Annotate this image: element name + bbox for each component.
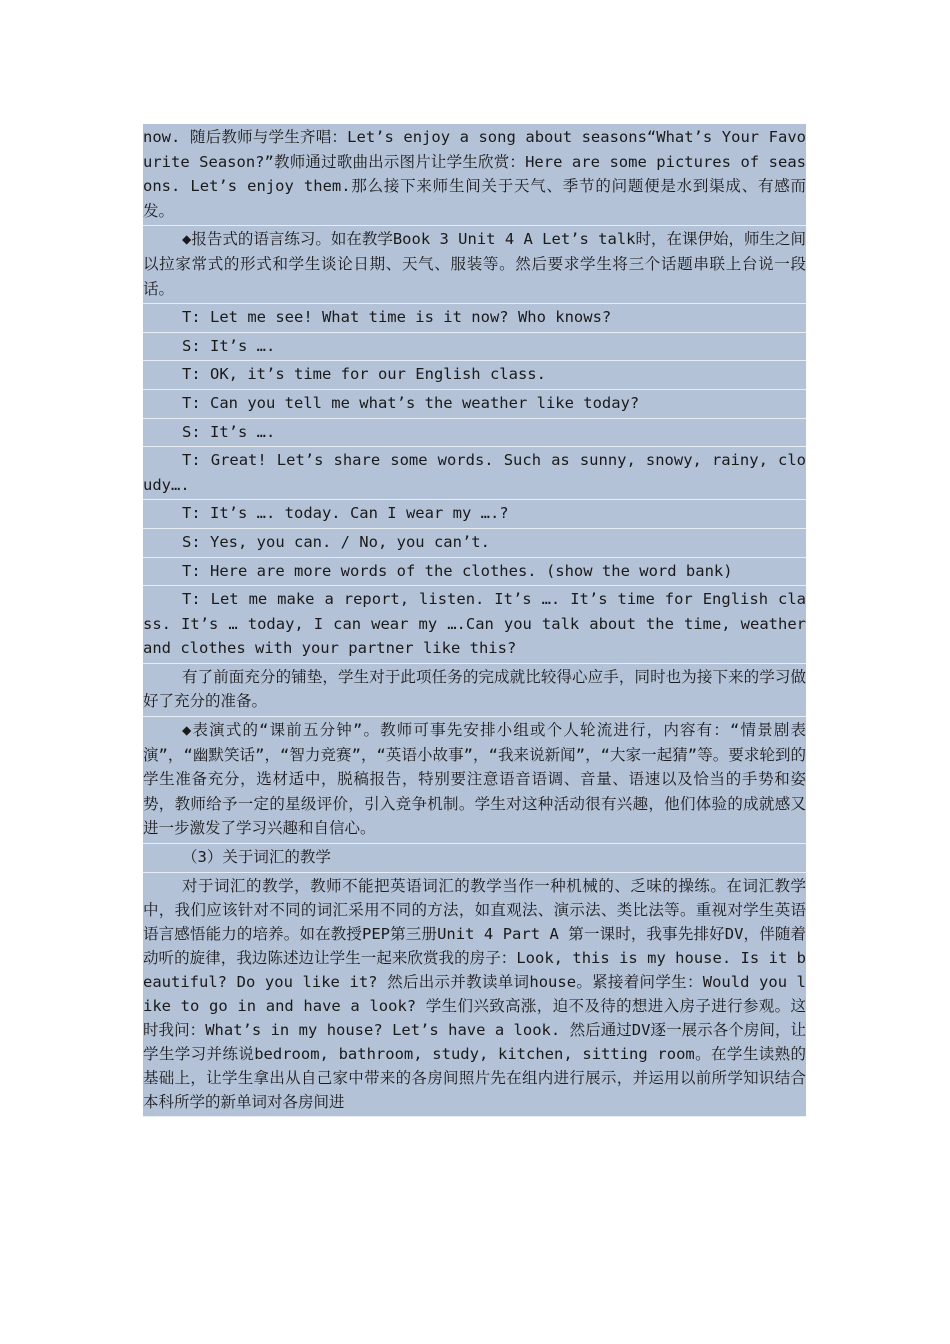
document-body — [143, 124, 806, 1117]
dialogue-line: T: Great! Let’s share some words. Such as sunny, snowy, rainy, cloudy…. — [143, 447, 806, 500]
paragraph-song-intro: now. 随后教师与学生齐唱：Let’s enjoy a song about seasons“What’s Your Favourite Season?”教师通过歌曲出示图片让学生欣赏：Here are some pictures of seasons. Let’s enjoy them.那么接下来师生间关于天气、季节的问题便是水到渠成、有感而发。 — [143, 124, 806, 226]
dialogue-line: T: OK, it’s time for our English class. — [143, 361, 806, 390]
dialogue-line: S: Yes, you can. / No, you can’t. — [143, 529, 806, 558]
paragraph-vocabulary-teaching: 对于词汇的教学，教师不能把英语词汇的教学当作一种机械的、乏味的操练。在词汇教学中，我们应该针对不同的词汇采用不同的方法，如直观法、演示法、类比法等。重视对学生英语语言感悟能力的培养。如在教授PEP第三册Unit 4 Part A 第一课时，我事先排好DV，伴随着动听的旋律，我边陈述边让学生一起来欣赏我的房子：Look, this is my house. Is it beautiful? Do you like it? 然后出示并教读单词house。紧接着问学生：Would you like to go in and have a look? 学生们兴致高涨，迫不及待的想进入房子进行参观。这时我问：What’s in my house? Let’s have a look. 然后通过DV逐一展示各个房间，让学生学习并练说bedroom, bathroom, study, kitchen, sitting room。在学生读熟的基础上，让学生拿出从自己家中带来的各房间照片先在组内进行展示，并运用以前所学知识结合本科所学的新单词对各房间进 — [143, 873, 806, 1117]
dialogue-line: S: It’s …. — [143, 333, 806, 362]
paragraph-preparation: 有了前面充分的铺垫，学生对于此项任务的完成就比较得心应手，同时也为接下来的学习做好了充分的准备。 — [143, 664, 806, 717]
dialogue-line: T: Here are more words of the clothes. (show the word bank) — [143, 558, 806, 587]
dialogue-line: T: Let me see! What time is it now? Who knows? — [143, 304, 806, 333]
dialogue-line: T: Can you tell me what’s the weather like today? — [143, 390, 806, 419]
dialogue-line: S: It’s …. — [143, 419, 806, 448]
dialogue-line: T: Let me make a report, listen. It’s …. It’s time for English class. It’s … today, I can wear my ….Can you talk about the time, weather and clothes with your partner like this? — [143, 586, 806, 664]
dialogue-line: T: It’s …. today. Can I wear my ….? — [143, 500, 806, 529]
paragraph-report-practice: ◆报告式的语言练习。如在教学Book 3 Unit 4 A Let’s talk时，在课伊始，师生之间以拉家常式的形式和学生谈论日期、天气、服装等。然后要求学生将三个话题串联上台说一段话。 — [143, 226, 806, 304]
paragraph-five-minutes: ◆表演式的“课前五分钟”。教师可事先安排小组或个人轮流进行，内容有：“情景剧表演”，“幽默笑话”，“智力竞赛”，“英语小故事”，“我来说新闻”，“大家一起猜”等。要求轮到的学生准备充分，选材适中，脱稿报告，特别要注意语音语调、音量、语速以及恰当的手势和姿势，教师给予一定的星级评价，引入竞争机制。学生对这种活动很有兴趣，他们体验的成就感又进一步激发了学习兴趣和自信心。 — [143, 717, 806, 844]
section-heading-vocabulary: （3）关于词汇的教学 — [143, 844, 806, 873]
